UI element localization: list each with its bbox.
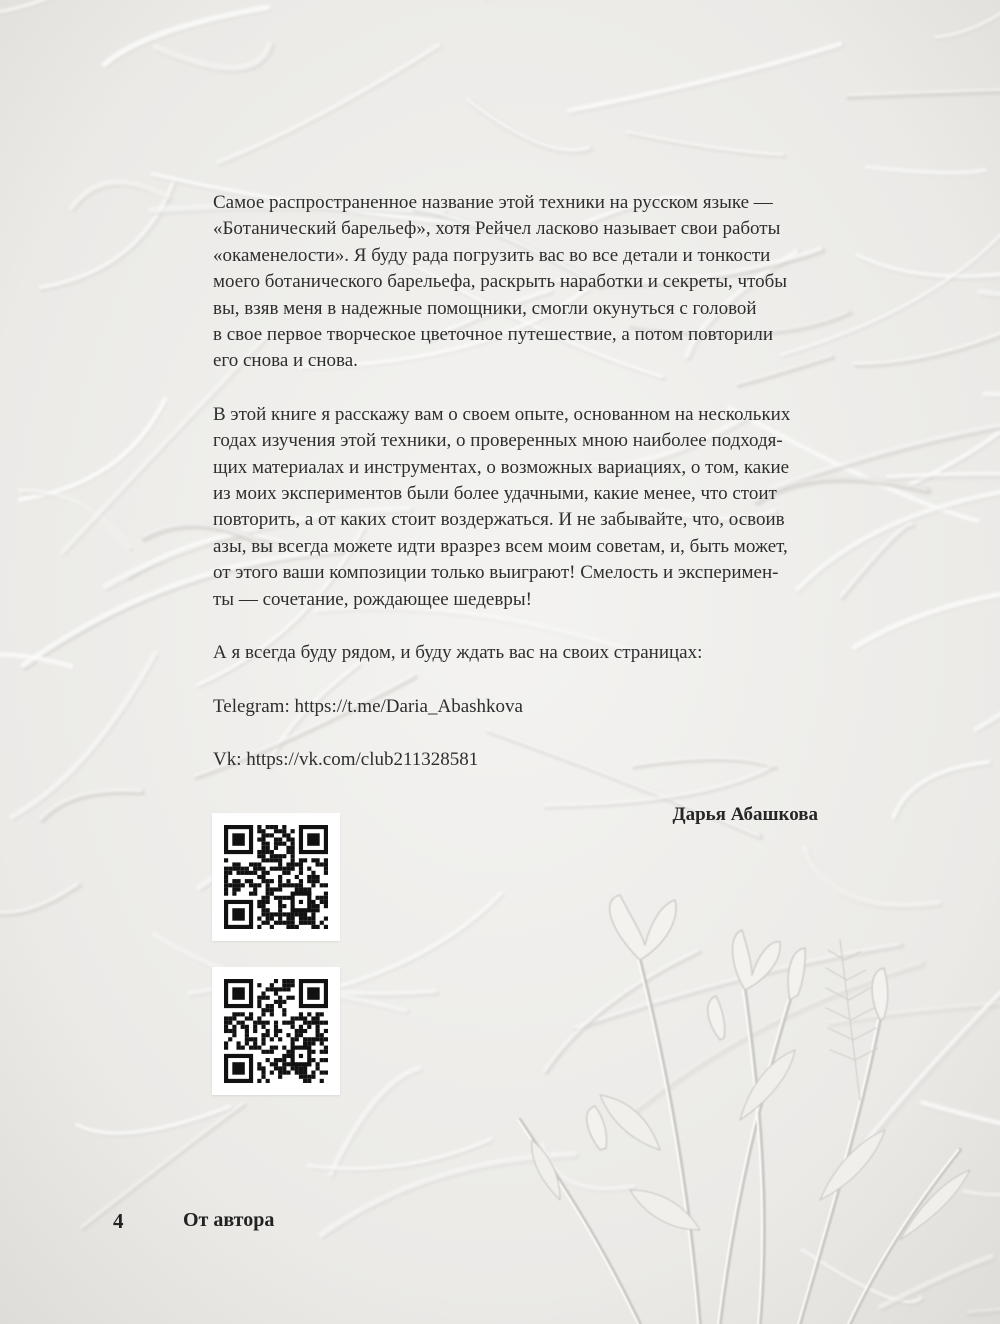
paragraph (213, 190, 813, 375)
author-signature: Дарья Абашкова (672, 804, 818, 825)
telegram-qr-code[interactable] (212, 813, 340, 941)
paragraph (213, 747, 813, 773)
vk-qr-code-icon (224, 979, 328, 1083)
body-text (213, 190, 813, 800)
text-line: азы, вы всегда можете идти вразрез всем моим советам, и, быть может, (213, 535, 788, 557)
text-line: Самое распространенное название этой техники на русском языке — (213, 192, 773, 213)
text-line: годах изучения этой техники, о проверенных мною наиболее подходя- (213, 430, 783, 452)
text-line: А я всегда буду рядом, и буду ждать вас на своих страницах: (213, 642, 703, 664)
vk-qr-code[interactable] (212, 967, 340, 1095)
paragraph (213, 694, 813, 720)
section-title: От автора (183, 1209, 275, 1231)
paragraph (213, 640, 813, 666)
text-line: моего ботанического барельефа, раскрыть наработки и секреты, чтобы (213, 271, 788, 293)
text-line: в свое первое творческое цветочное путешествие, а потом повторили (213, 324, 774, 346)
text-line: повторить, а от каких стоит воздержаться. И не забывайте, что, освоив (213, 509, 785, 531)
paragraph (213, 402, 813, 613)
text-line: В этой книге я расскажу вам о своем опыте, основанном на нескольких (213, 403, 791, 425)
text-line: из моих экспериментов были более удачными, какие менее, что стоит (213, 483, 777, 505)
text-line: щих материалах и инструментах, о возможных вариациях, о том, какие (213, 456, 790, 478)
text-line: «окаменелости». Я буду рада погрузить вас во все детали и тонкости (213, 244, 771, 266)
text-line: «Ботанический барельеф», хотя Рейчел ласково называет свои работы (213, 218, 781, 240)
text-line: от этого ваши композиции только выиграют! Смелость и эксперимен- (213, 562, 779, 584)
text-line: Vk: https://vk.com/club211328581 (213, 748, 479, 770)
telegram-qr-code-icon (224, 825, 328, 929)
text-line: ты — сочетание, рождающее шедевры! (213, 588, 532, 610)
text-line: вы, взяв меня в надежные помощники, смогли окунуться с головой (213, 297, 757, 319)
page-number: 4 (113, 1209, 124, 1233)
text-line: его снова и снова. (213, 350, 358, 372)
text-line: Telegram: https://t.me/Daria_Abashkova (213, 695, 523, 717)
